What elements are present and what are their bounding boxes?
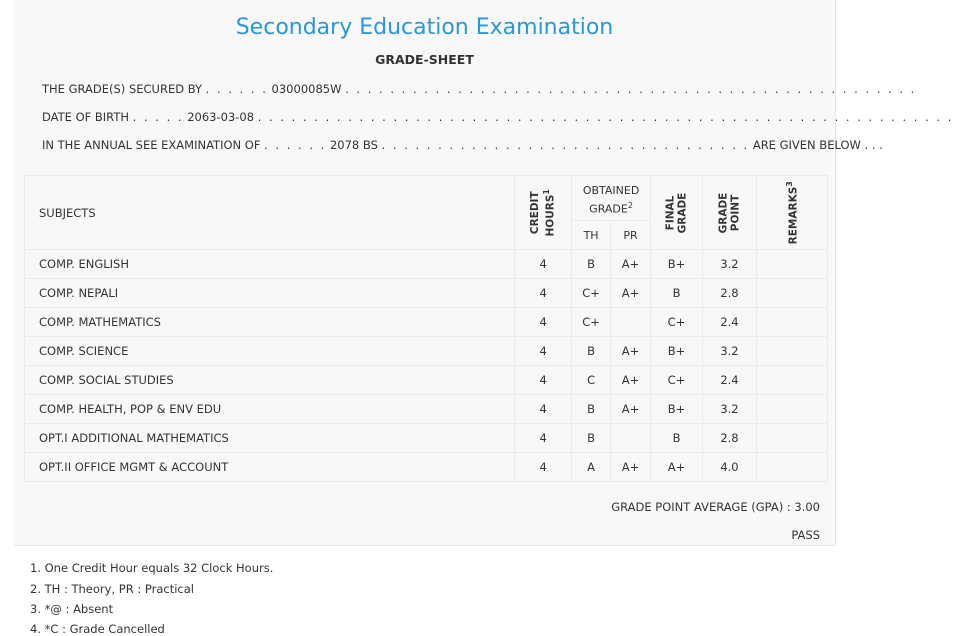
- table-row: [25, 424, 828, 453]
- table-row: [25, 453, 828, 482]
- pr-cell: A+: [611, 250, 651, 279]
- dots: . . . . . .: [205, 82, 268, 96]
- pr-cell: A+: [611, 337, 651, 366]
- grade-point-cell: 2.4: [703, 308, 757, 337]
- table-row: [25, 337, 828, 366]
- final-grade-cell: B+: [651, 395, 703, 424]
- th-cell: C+: [572, 308, 611, 337]
- remarks-cell: [756, 337, 827, 366]
- credit-cell: 4: [515, 250, 572, 279]
- credit-cell: 4: [515, 366, 572, 395]
- credit-cell: 4: [515, 453, 572, 482]
- subject-cell: COMP. HEALTH, POP & ENV EDU: [25, 395, 515, 424]
- footnote: 4. *C : Grade Cancelled: [30, 622, 165, 636]
- subject-cell: COMP. ENGLISH: [25, 250, 515, 279]
- grade-sheet-panel: [14, 0, 953, 636]
- header-credit-hours: CREDIT HOURS$^1$: [515, 176, 572, 250]
- pr-cell: [611, 308, 651, 337]
- gpa-summary: GRADE POINT AVERAGE (GPA) : 3.00: [611, 500, 820, 514]
- result-status: PASS: [791, 528, 820, 542]
- header-pr: PR: [611, 221, 651, 250]
- th-cell: B: [572, 250, 611, 279]
- final-grade-cell: C+: [651, 366, 703, 395]
- final-grade-cell: A+: [651, 453, 703, 482]
- footnotes: [14, 545, 836, 636]
- header-final-grade: FINAL GRADE: [651, 176, 703, 250]
- dob-label: DATE OF BIRTH: [42, 110, 130, 124]
- dots: . . . . . . . . . . . . . . . . . . . . . . . . . . . . . . . . . . . . . . . . . . . . . . . . . . . . . . . . . . . . . .: [257, 110, 953, 124]
- remarks-cell: [756, 279, 827, 308]
- pr-cell: [611, 424, 651, 453]
- th-cell: C: [572, 366, 611, 395]
- subject-cell: OPT.I ADDITIONAL MATHEMATICS: [25, 424, 515, 453]
- grade-point-cell: 2.4: [703, 366, 757, 395]
- final-grade-cell: B+: [651, 337, 703, 366]
- table-row: [25, 395, 828, 424]
- th-cell: B: [572, 337, 611, 366]
- student-id-value: 03000085W: [271, 82, 342, 96]
- subject-cell: COMP. NEPALI: [25, 279, 515, 308]
- footnote: 1. One Credit Hour equals 32 Clock Hours.: [30, 561, 274, 575]
- grade-point-cell: 2.8: [703, 279, 757, 308]
- table-row: [25, 279, 828, 308]
- pr-cell: A+: [611, 395, 651, 424]
- page-title: Secondary Education Examination: [235, 15, 614, 40]
- th-cell: C+: [572, 279, 611, 308]
- footnote: 2. TH : Theory, PR : Practical: [30, 582, 194, 596]
- header-th: TH: [572, 221, 611, 250]
- credit-cell: 4: [515, 395, 572, 424]
- dots: . . . . . . . . . . . . . . . . . . . . . . . . . . . . . . . . . . . . . . . . . . . . . . . . . . .: [345, 82, 917, 96]
- pr-cell: A+: [611, 453, 651, 482]
- exam-value: 2078 BS: [329, 138, 378, 152]
- footnote: 3. *@ : Absent: [30, 602, 114, 616]
- remarks-cell: [756, 308, 827, 337]
- table-row: [25, 250, 828, 279]
- remarks-cell: [756, 250, 827, 279]
- subject-cell: COMP. SCIENCE: [25, 337, 515, 366]
- grade-point-cell: 3.2: [703, 395, 757, 424]
- credit-cell: 4: [515, 424, 572, 453]
- pr-cell: A+: [611, 279, 651, 308]
- header-subjects: SUBJECTS: [25, 176, 515, 250]
- final-grade-cell: B+: [651, 250, 703, 279]
- subject-cell: OPT.II OFFICE MGMT & ACCOUNT: [25, 453, 515, 482]
- final-grade-cell: C+: [651, 308, 703, 337]
- th-cell: B: [572, 424, 611, 453]
- table-row: [25, 366, 828, 395]
- dots: . . . . .: [132, 110, 184, 124]
- dob-value: 2063-03-08: [187, 110, 255, 124]
- header-grade-point: GRADE POINT: [703, 176, 757, 250]
- final-grade-cell: B: [651, 279, 703, 308]
- credit-cell: 4: [515, 337, 572, 366]
- grade-point-cell: 2.8: [703, 424, 757, 453]
- header-obtained-grade: OBTAINED GRADE$^2$: [572, 176, 651, 221]
- remarks-cell: [756, 424, 827, 453]
- header-remarks: REMARKS$^3$: [756, 176, 827, 250]
- student-id-label: THE GRADE(S) SECURED BY: [42, 82, 203, 96]
- subject-cell: COMP. SOCIAL STUDIES: [25, 366, 515, 395]
- dots: . . . . . .: [264, 138, 327, 152]
- grade-point-cell: 4.0: [703, 453, 757, 482]
- page-subtitle: GRADE-SHEET: [375, 52, 474, 67]
- grade-point-cell: 3.2: [703, 337, 757, 366]
- credit-cell: 4: [515, 308, 572, 337]
- info-line-student-id: [42, 82, 916, 96]
- subject-cell: COMP. MATHEMATICS: [25, 308, 515, 337]
- pr-cell: A+: [611, 366, 651, 395]
- remarks-cell: [756, 395, 827, 424]
- exam-suffix: ARE GIVEN BELOW . . .: [752, 138, 883, 152]
- table-row: [25, 308, 828, 337]
- th-cell: B: [572, 395, 611, 424]
- exam-label: IN THE ANNUAL SEE EXAMINATION OF: [42, 138, 261, 152]
- info-line-exam: [42, 138, 883, 152]
- credit-cell: 4: [515, 279, 572, 308]
- grades-table: [24, 175, 828, 482]
- grade-point-cell: 3.2: [703, 250, 757, 279]
- final-grade-cell: B: [651, 424, 703, 453]
- dots: . . . . . . . . . . . . . . . . . . . . . . . . . . . . . . . . .: [381, 138, 750, 152]
- remarks-cell: [756, 453, 827, 482]
- remarks-cell: [756, 366, 827, 395]
- info-line-dob: [42, 110, 953, 124]
- th-cell: A: [572, 453, 611, 482]
